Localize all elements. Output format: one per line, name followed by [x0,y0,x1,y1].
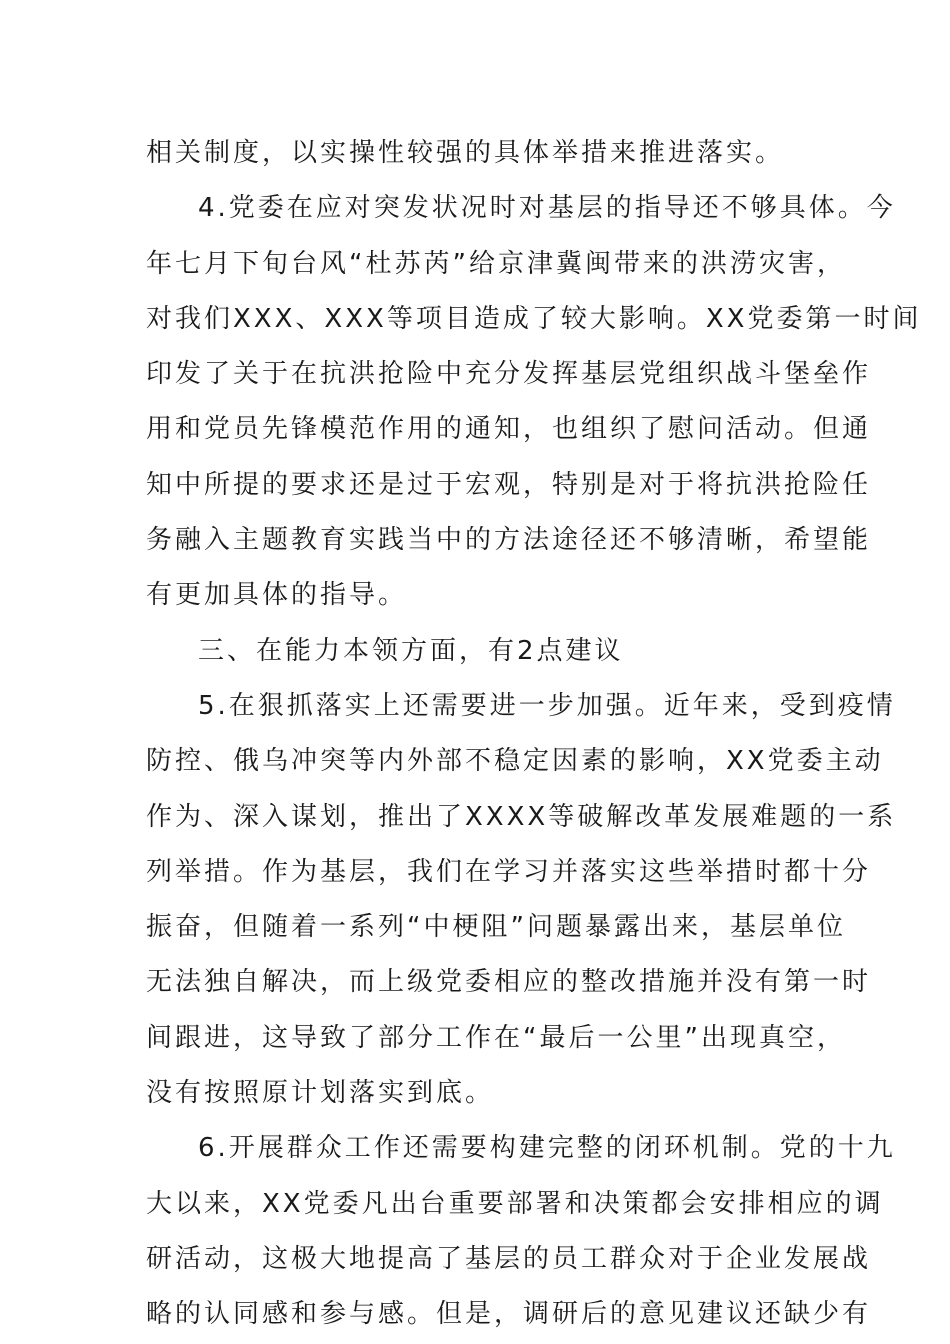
text-line: 没有按照原计划落实到底。 [146,1078,495,1109]
text-line: 振奋，但随着一系列“中梗阻”问题暴露出来，基层单位 [146,912,846,943]
text-line: 用和党员先锋模范作用的通知，也组织了慰问活动。但通 [146,414,872,445]
text-line: 间跟进，这导致了部分工作在“最后一公里”出现真空， [146,1022,846,1053]
text-line: 对我们XXX、XXX等项目造成了较大影响。XX党委第一时间 [146,303,922,334]
text-line: 印发了关于在抗洪抢险中充分发挥基层党组织战斗堡垒作 [146,359,872,390]
text-line: 年七月下旬台风“杜苏芮”给京津冀闽带来的洪涝灾害， [146,248,846,279]
text-line: 列举措。作为基层，我们在学习并落实这些举措时都十分 [146,856,872,887]
text-line: 务融入主题教育实践当中的方法途径还不够清晰，希望能 [146,525,872,556]
text-line: 相关制度，以实操性较强的具体举措来推进落实。 [146,138,785,168]
text-line: 防控、俄乌冲突等内外部不稳定因素的影响，XX党委主动 [146,746,884,777]
text-line: 有更加具体的指导。 [146,580,408,611]
text-line: 无法独自解决，而上级党委相应的整改措施并没有第一时 [146,967,872,998]
text-line: 6.开展群众工作还需要构建完整的闭环机制。党的十九 [198,1133,896,1164]
text-line: 三、在能力本领方面，有2点建议 [198,635,624,666]
text-line: 知中所提的要求还是过于宏观，特别是对于将抗洪抢险任 [146,469,872,500]
text-line: 略的认同感和参与感。但是，调研后的意见建议还缺少有 [146,1299,872,1330]
text-line: 作为、深入谋划，推出了XXXX等破解改革发展难题的一系 [146,801,897,832]
text-line: 研活动，这极大地提高了基层的员工群众对于企业发展战 [146,1243,872,1274]
text-line: 大以来，XX党委凡出台重要部署和决策都会安排相应的调 [146,1188,884,1219]
text-line: 4.党委在应对突发状况时对基层的指导还不够具体。今 [198,193,896,224]
document-body [146,126,922,1343]
text-line: 5.在狠抓落实上还需要进一步加强。近年来，受到疫情 [198,690,896,721]
